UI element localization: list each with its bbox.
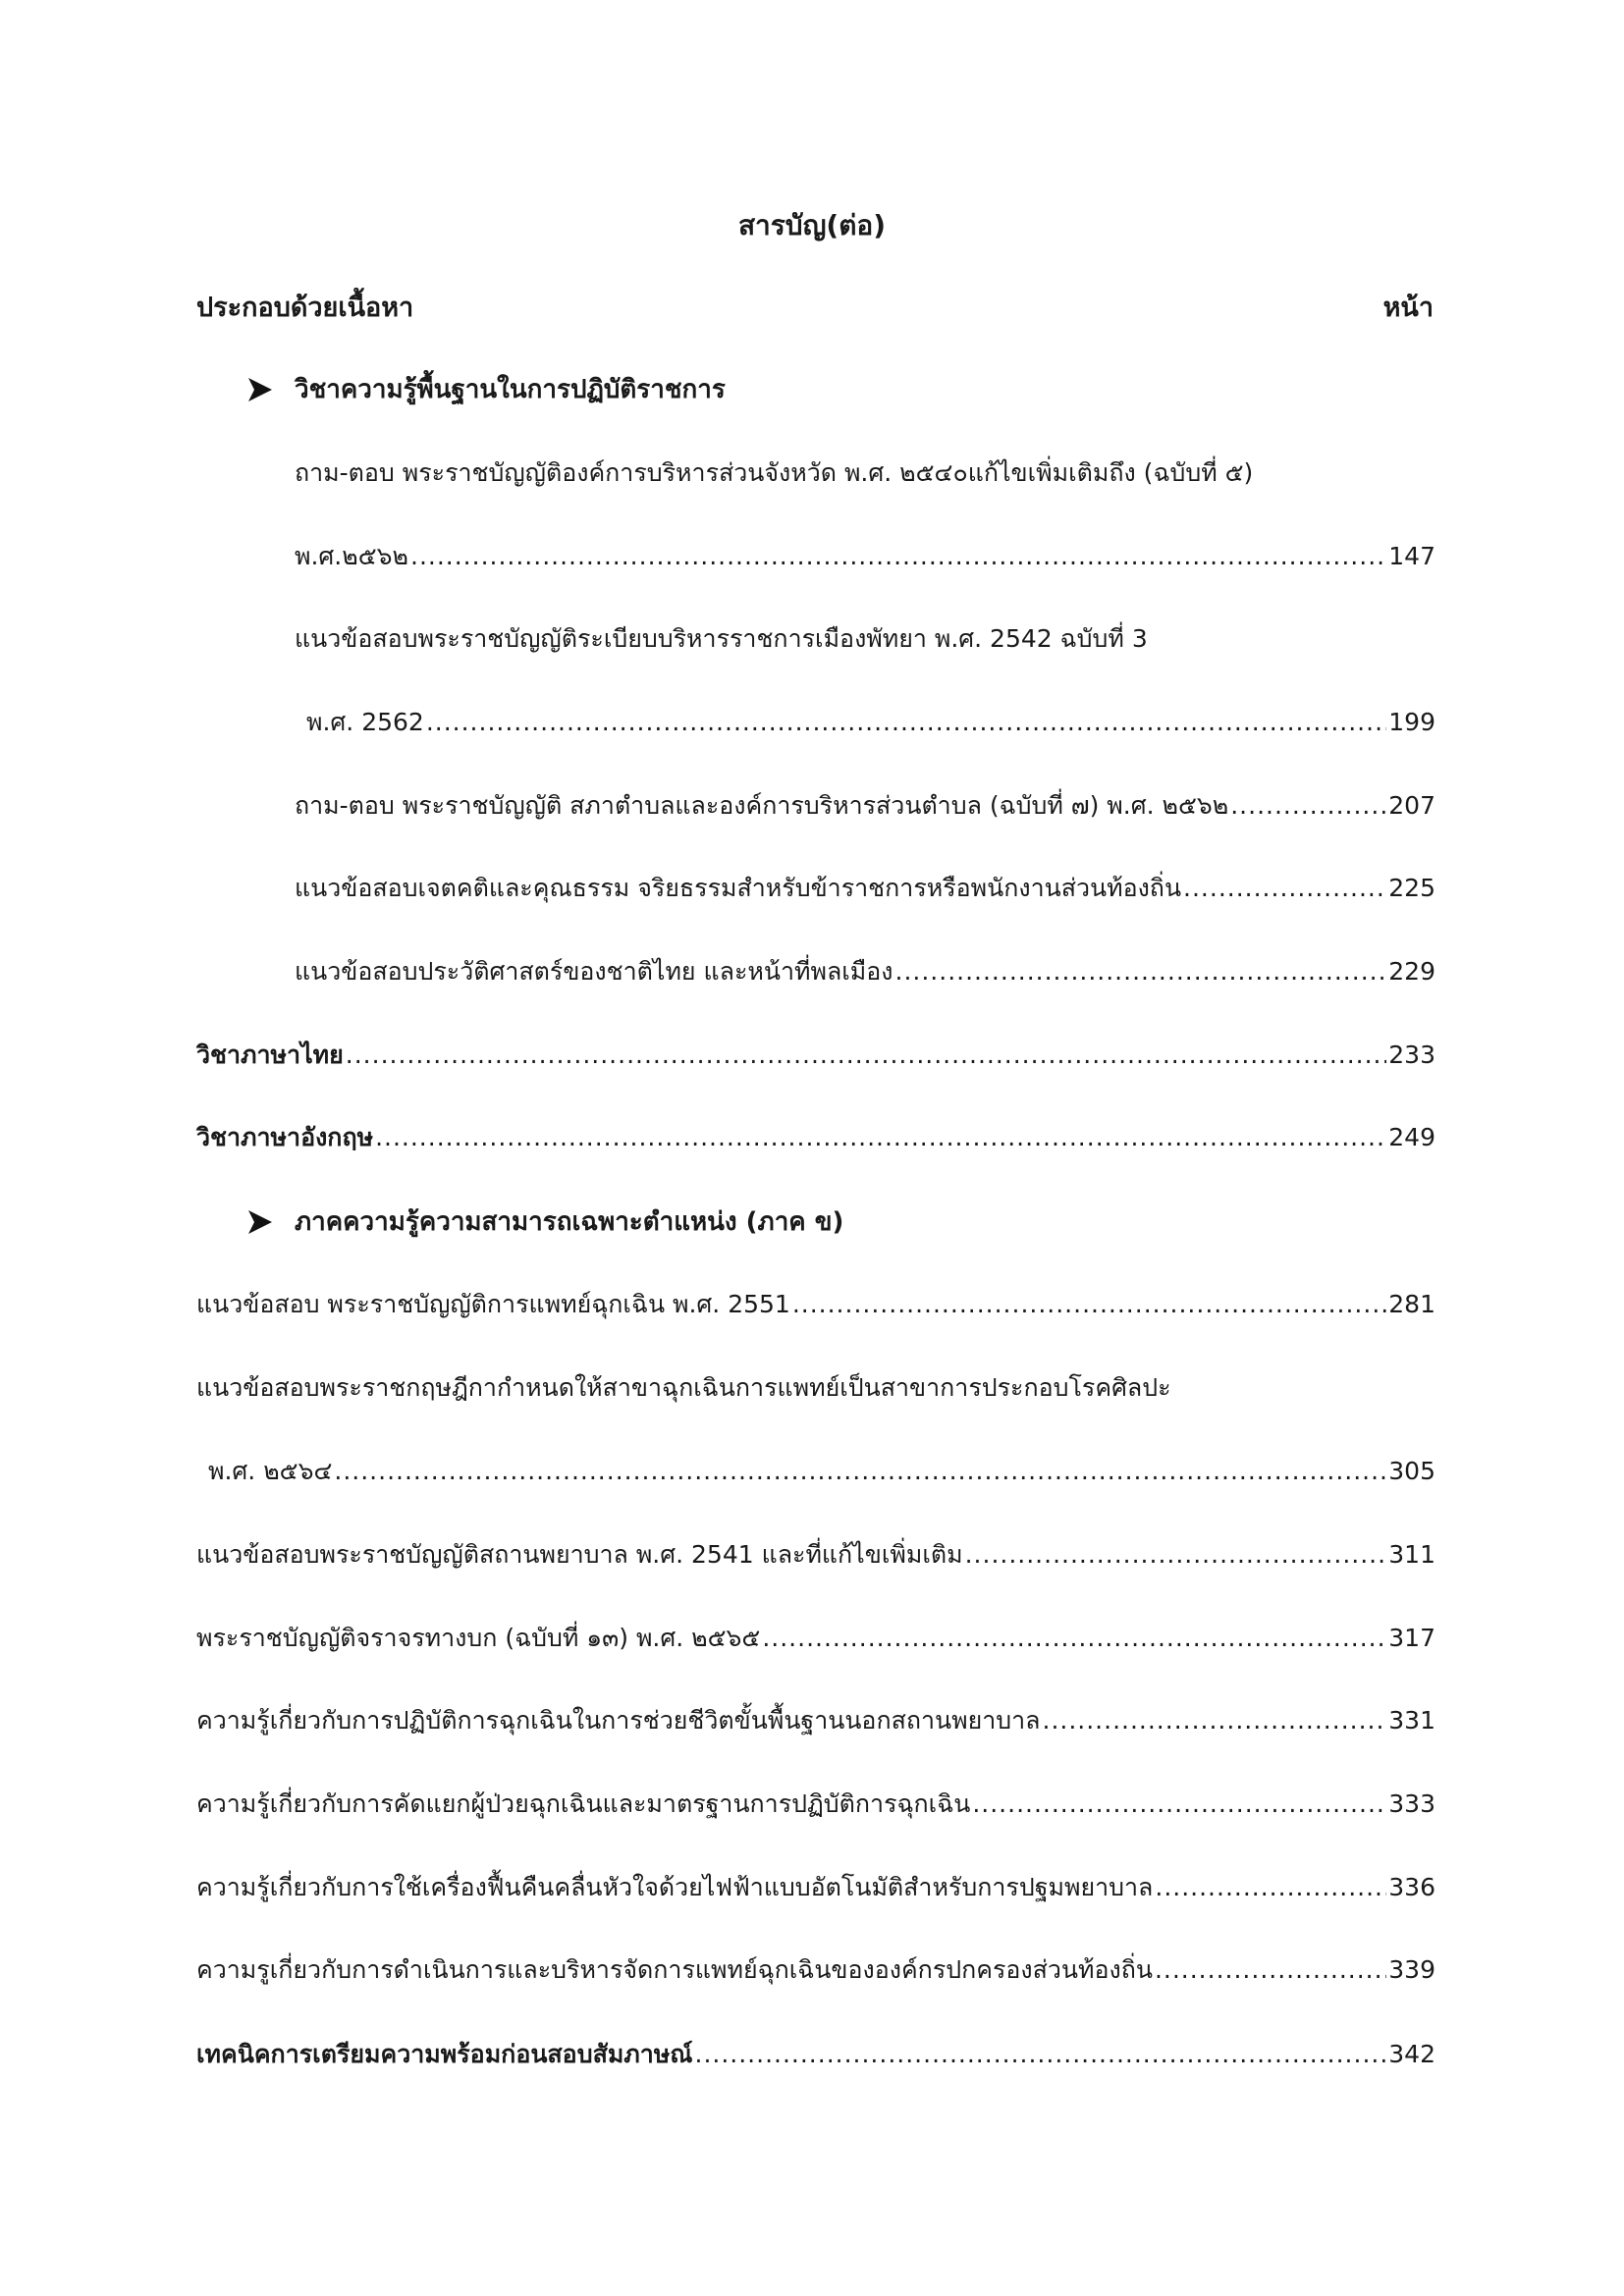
toc-page-number: 331 <box>1388 1706 1435 1735</box>
toc-entry[interactable] <box>196 1036 1435 1075</box>
toc-entry-text: พ.ศ. ๒๕๖๔ <box>208 1457 333 1485</box>
leader-dots <box>695 2035 1387 2074</box>
toc-header <box>196 289 1434 328</box>
toc-entry-text: ถาม-ตอบ พระราชบัญญัติ สภาตำบลและองค์การบริหารส่วนตำบล (ฉบับที่ ๗) พ.ศ. ๒๕๖๒ <box>295 791 1229 820</box>
section-heading <box>245 1202 843 1242</box>
toc-entry[interactable] <box>196 1619 1435 1658</box>
toc-entry-text: ความรูเกี่ยวกับการดำเนินการและบริหารจัดการแพทย์ฉุกเฉินขององค์กรปกครองส่วนท้องถิ่น <box>196 1955 1153 1984</box>
toc-entry[interactable] <box>208 1452 1435 1491</box>
toc-page-number: 229 <box>1388 957 1435 986</box>
toc-page-number: 333 <box>1388 1789 1435 1818</box>
leader-dots <box>1183 869 1386 908</box>
toc-page-number: 311 <box>1388 1540 1435 1569</box>
toc-entry-text: พ.ศ.๒๕๖๒ <box>295 542 408 570</box>
toc-page-number: 305 <box>1388 1457 1435 1485</box>
header-contents-label: ประกอบด้วยเนื้อหา <box>196 293 414 323</box>
toc-page-number: 339 <box>1388 1955 1435 1984</box>
toc-page-number: 342 <box>1388 2040 1435 2068</box>
leader-dots <box>972 1785 1386 1824</box>
header-page-label: หน้า <box>1382 293 1434 323</box>
leader-dots <box>762 1619 1386 1658</box>
toc-entry-text: แนวข้อสอบพระราชบัญญัติสถานพยาบาล พ.ศ. 2541 และที่แก้ไขเพิ่มเติม <box>196 1540 963 1569</box>
page-title: สารบัญ(ต่อ) <box>737 209 887 241</box>
leader-dots <box>375 1118 1386 1157</box>
toc-entry-text: วิชาภาษาอังกฤษ <box>196 1123 374 1151</box>
toc-entry[interactable] <box>295 786 1435 826</box>
toc-entry-text: ความรู้เกี่ยวกับการคัดแยกผู้ป่วยฉุกเฉินและมาตรฐานการปฏิบัติการฉุกเฉิน <box>196 1789 971 1818</box>
toc-page-number: 199 <box>1388 708 1435 736</box>
toc-entry-text: ความรู้เกี่ยวกับการปฏิบัติการฉุกเฉินในการช่วยชีวิตขั้นพื้นฐานนอกสถานพยาบาล <box>196 1706 1041 1735</box>
section-heading-label: วิชาความรู้พื้นฐานในการปฏิบัติราชการ <box>295 375 726 404</box>
leader-dots <box>895 952 1387 991</box>
section-heading <box>245 370 726 409</box>
leader-dots <box>1043 1701 1387 1740</box>
leader-dots <box>1230 786 1386 826</box>
toc-page-number: 336 <box>1388 1873 1435 1901</box>
toc-entry[interactable] <box>196 1868 1435 1907</box>
toc-entry[interactable] <box>306 703 1435 742</box>
arrow-bullet-icon <box>245 1207 275 1237</box>
toc-entry-text: เทคนิคการเตรียมความพร้อมก่อนสอบสัมภาษณ์ <box>196 2040 693 2068</box>
leader-dots <box>965 1535 1387 1575</box>
toc-entry-text: ความรู้เกี่ยวกับการใช้เครื่องฟื้นคืนคลื่นหัวใจด้วยไฟฟ้าแบบอัตโนมัติสำหรับการปฐมพยาบาล <box>196 1873 1154 1901</box>
toc-entry-text: พระราชบัญญัติจราจรทางบก (ฉบับที่ ๑๓) พ.ศ. ๒๕๖๕ <box>196 1624 761 1652</box>
toc-entry-text: พ.ศ. 2562 <box>306 708 424 736</box>
toc-entry[interactable] <box>196 1701 1435 1740</box>
toc-entry[interactable] <box>295 537 1435 576</box>
leader-dots <box>1155 1868 1386 1907</box>
leader-dots <box>1155 1950 1386 1990</box>
toc-entry-text: แนวข้อสอบเจตคติและคุณธรรม จริยธรรมสำหรับข้าราชการหรือพนักงานส่วนท้องถิ่น <box>295 874 1182 902</box>
toc-entry[interactable] <box>196 1785 1435 1824</box>
toc-entry-text: วิชาภาษาไทย <box>196 1041 344 1069</box>
leader-dots <box>346 1036 1387 1075</box>
toc-entry[interactable] <box>295 869 1435 908</box>
toc-entry-text: แนวข้อสอบประวัติศาสตร์ของชาติไทย และหน้าที่พลเมือง <box>295 957 893 986</box>
arrow-bullet-icon <box>245 375 275 404</box>
leader-dots <box>334 1452 1386 1491</box>
toc-entry[interactable] <box>196 1118 1435 1157</box>
toc-page-number: 249 <box>1388 1123 1435 1151</box>
section-heading-label: ภาคความรู้ความสามารถเฉพาะตำแหน่ง (ภาค ข) <box>295 1207 844 1237</box>
toc-entry[interactable] <box>196 1285 1435 1324</box>
leader-dots <box>792 1285 1386 1324</box>
toc-entry-line1: แนวข้อสอบพระราชบัญญัติระเบียบบริหารราชการเมืองพัทยา พ.ศ. 2542 ฉบับที่ 3 <box>295 624 1148 653</box>
toc-page-number: 207 <box>1388 791 1435 820</box>
toc-entry-text: แนวข้อสอบ พระราชบัญญัติการแพทย์ฉุกเฉิน พ.ศ. 2551 <box>196 1290 790 1318</box>
toc-page-number: 225 <box>1388 874 1435 902</box>
toc-entry[interactable] <box>196 1535 1435 1575</box>
leader-dots <box>410 537 1386 576</box>
toc-entry[interactable] <box>196 1950 1435 1990</box>
toc-page-number: 147 <box>1388 542 1435 570</box>
toc-entry-line1: ถาม-ตอบ พระราชบัญญัติองค์การบริหารส่วนจังหวัด พ.ศ. ๒๕๔๐แก้ไขเพิ่มเติมถึง (ฉบับที่ ๕) <box>295 458 1254 487</box>
toc-page-number: 233 <box>1388 1041 1435 1069</box>
toc-entry[interactable] <box>295 952 1435 991</box>
leader-dots <box>426 703 1386 742</box>
toc-entry[interactable] <box>196 2035 1435 2074</box>
toc-page-number: 317 <box>1388 1624 1435 1652</box>
toc-entry-line1: แนวข้อสอบพระราชกฤษฎีกากำหนดให้สาขาฉุกเฉินการแพทย์เป็นสาขาการประกอบโรคศิลปะ <box>196 1373 1171 1402</box>
toc-page-number: 281 <box>1388 1290 1435 1318</box>
